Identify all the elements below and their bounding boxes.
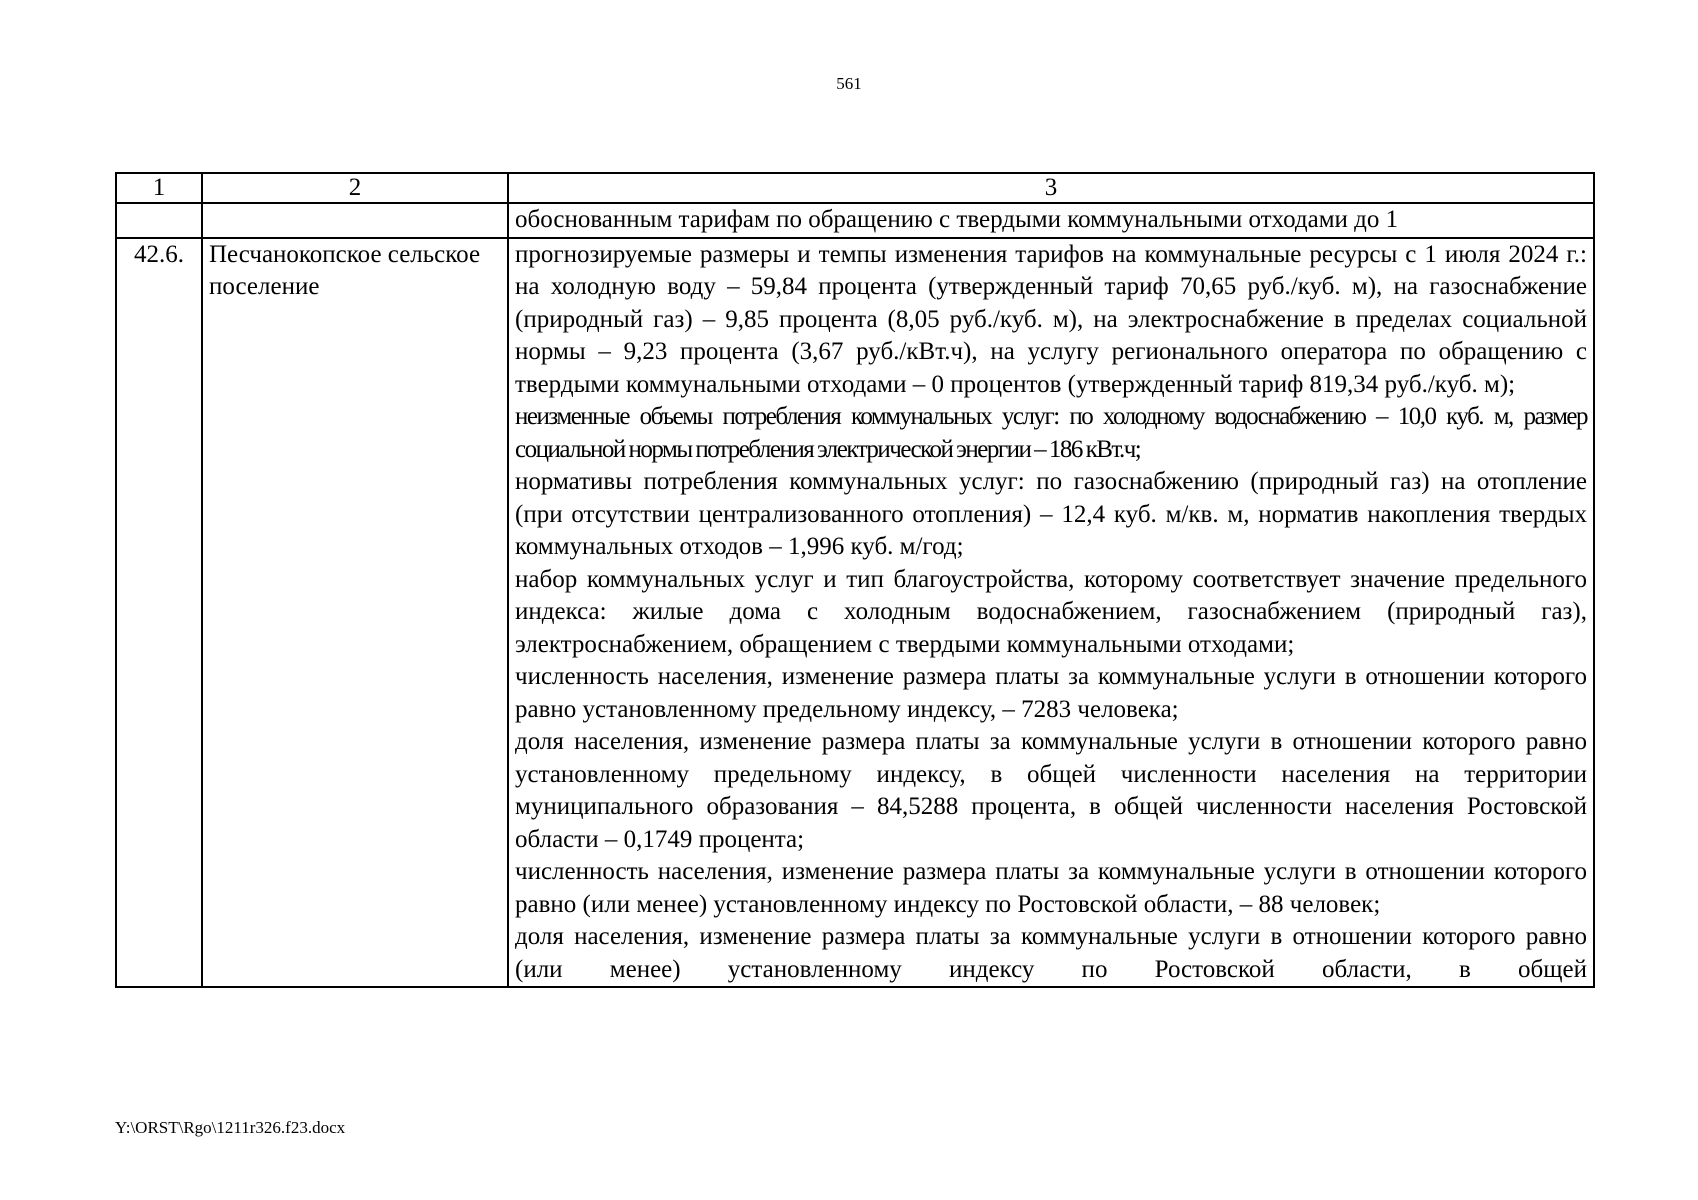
paragraph-population-count: численность населения, изменение размера платы за коммунальные услуги в отношении которого равно установленному предельному индексу, – 7283 человека; xyxy=(515,663,1587,723)
column-header-1: 1 xyxy=(116,173,202,203)
continuation-cell-number xyxy=(116,203,202,238)
continuation-text: обоснованным тарифам по обращению с твердыми коммунальными отходами до 1 xyxy=(508,203,1594,238)
footer-file-path: Y:\ORST\Rgo\1211r326.f23.docx xyxy=(115,1118,346,1137)
column-header-2: 2 xyxy=(202,173,508,203)
row-number: 42.6. xyxy=(116,238,202,988)
paragraph-population-share: доля населения, изменение размера платы за коммунальные услуги в отношении которого равно установленному предельному индексу, в общей численности населения на территории муниципального образования – 84,5288 процента, в общей численности населения Ростовской области – 0,1749 процента; xyxy=(515,728,1587,853)
table-row xyxy=(116,238,1594,988)
paragraph-population-share-regional: доля населения, изменение размера платы за коммунальные услуги в отношении которого равно (или менее) установленному индексу по Ростовской области, в общей xyxy=(515,923,1587,983)
data-table xyxy=(115,172,1595,988)
paragraph-consumption-volumes: неизменные объемы потребления коммунальных услуг: по холодному водоснабжению – 10,0 куб. м, размер социальной нормы потребления электрической энергии – 186 кВт.ч; xyxy=(515,403,1587,463)
paragraph-services-set: набор коммунальных услуг и тип благоустройства, которому соответствует значение предельного индекса: жилые дома с холодным водоснабжением, газоснабжением (природный газ), электроснабжением, обращением с твердыми коммунальными отходами; xyxy=(515,565,1587,658)
continuation-row xyxy=(116,203,1594,238)
row-content xyxy=(508,238,1594,988)
paragraph-norms: нормативы потребления коммунальных услуг: по газоснабжению (природный газ) на отопление (при отсутствии централизованного отопления) – 12,4 куб. м/кв. м, норматив накопления твердых коммунальных отходов – 1,996 куб. м/год; xyxy=(515,468,1587,560)
paragraph-population-count-regional: численность населения, изменение размера платы за коммунальные услуги в отношении которого равно (или менее) установленному индексу по Ростовской области, – 88 человек; xyxy=(515,858,1587,918)
settlement-name: Песчанокопское сельское поселение xyxy=(202,238,508,988)
continuation-cell-name xyxy=(202,203,508,238)
column-header-3: 3 xyxy=(508,173,1594,203)
table-header-row xyxy=(116,173,1594,203)
page-number: 561 xyxy=(836,74,862,93)
paragraph-tariffs: прогнозируемые размеры и темпы изменения тарифов на коммунальные ресурсы с 1 июля 2024 г.: на холодную воду – 59,84 процента (утвержденный тариф 70,65 руб./куб. м), на газоснабжение (природный газ) – 9,85 процента (8,05 руб./куб. м), на электроснабжение в пределах социальной нормы – 9,23 процента (3,67 руб./кВт.ч), на услугу регионального оператора по обращению с твердыми коммунальными отходами – 0 процентов (утвержденный тариф 819,34 руб./куб. м); xyxy=(515,240,1587,398)
